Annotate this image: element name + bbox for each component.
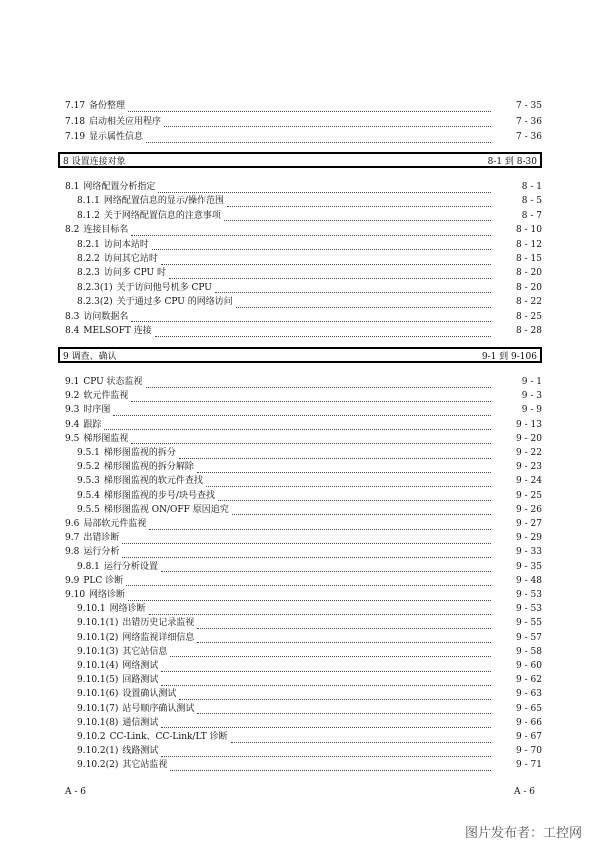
toc-entry-page: 9 - 35 (516, 561, 542, 572)
dot-leader (149, 519, 491, 530)
toc-entry-number: 9.5.4 (77, 490, 100, 501)
toc-entry-page: 9 - 25 (516, 490, 542, 501)
toc-entry (65, 114, 542, 130)
toc-entry-number: 9.2 (65, 391, 80, 402)
toc-entry-page: 7 - 36 (516, 132, 542, 142)
toc-entry-number: 9.10.1 (77, 604, 106, 615)
dot-leader (197, 462, 491, 473)
dot-leader (126, 575, 491, 586)
toc-entry-title: 访问多 CPU 时 (103, 268, 166, 279)
dot-leader (104, 419, 491, 430)
toc-entry-page: 8 - 22 (516, 297, 542, 308)
section-title: 9 调查、确认 (63, 351, 117, 362)
toc-entry-number: 9.10.2(1) (77, 746, 119, 757)
watermark: 图片发布者：工控网 (464, 826, 582, 841)
section-page-range: 9-1 到 9-106 (481, 351, 537, 362)
toc-entry-title: CPU 状态监视 (83, 377, 143, 387)
toc-entry-title: PLC 诊断 (83, 575, 124, 586)
toc-entry-title: 出错诊断 (83, 533, 120, 544)
section-header-9 (58, 347, 542, 363)
toc-entry-number: 8.4 (65, 326, 80, 336)
toc-entry-number: 9.10.1(6) (77, 689, 119, 700)
toc-entry-number: 9.10.1(3) (77, 646, 119, 657)
toc-entry-page: 9 - 48 (516, 575, 542, 586)
toc-entry-title: 网络监视详细信息 (122, 632, 195, 643)
dot-leader (146, 132, 491, 143)
toc-entry-page: 9 - 62 (516, 675, 542, 686)
toc-entry-number: 9.10.1(2) (77, 632, 119, 643)
toc-entry-page: 9 - 63 (516, 689, 542, 700)
toc-entry-page: 8 - 28 (516, 326, 542, 336)
dot-leader (131, 225, 491, 236)
toc-entry-page: 9 - 29 (516, 533, 542, 544)
toc-entry-title: 运行分析 (83, 547, 120, 558)
toc-entry-number: 8.1.1 (77, 196, 100, 207)
toc-entry-page: 9 - 23 (516, 462, 542, 473)
toc-entry-page: 9 - 67 (516, 732, 542, 742)
toc-entry-number: 7.19 (65, 132, 86, 142)
toc-entry-page: 8 - 20 (516, 268, 542, 279)
toc-entry-page: 9 - 24 (516, 476, 542, 487)
toc-entry-number: 9.5.5 (77, 504, 100, 515)
dot-leader (161, 561, 491, 572)
toc-entry-page: 9 - 70 (516, 746, 542, 757)
dot-leader (231, 732, 491, 743)
toc-entry-title: 线路测试 (122, 746, 159, 757)
section-header-8 (58, 152, 542, 168)
toc-entry-page: 7 - 35 (516, 101, 542, 111)
dot-leader (206, 476, 491, 487)
toc-entry-page: 9 - 33 (516, 547, 542, 558)
toc-entry-number: 9.7 (65, 533, 80, 544)
dot-leader (197, 703, 491, 714)
dot-leader (224, 210, 491, 221)
toc-entry-page: 9 - 53 (516, 590, 542, 600)
toc-entry-title: 关于网络配置信息的注意事项 (103, 210, 221, 221)
toc-entry (65, 129, 542, 145)
toc-entry-title: 梯形图监视的软元件查找 (103, 476, 203, 487)
toc-entry-title: 启动相关应用程序 (89, 116, 162, 127)
toc-entry-number: 9.1 (65, 377, 80, 387)
toc-entry-number: 9.10.1(7) (77, 703, 119, 714)
dot-leader (158, 182, 491, 193)
dot-leader (218, 490, 491, 501)
toc-entry-title: 梯形图监视的步号/块号查找 (103, 490, 215, 501)
toc-entry-title: 站号顺序确认测试 (122, 703, 195, 714)
dot-leader (161, 254, 491, 265)
toc-entry-title: 关于通过多 CPU 的网络访问 (116, 297, 233, 308)
toc-entry-title: 网络诊断 (109, 604, 146, 615)
toc-entry-title: 备份整理 (89, 101, 126, 111)
toc-entry-number: 9.10.2 (77, 732, 106, 742)
toc-entry-number: 9.5.3 (77, 476, 100, 487)
toc-entry-page: 8 - 25 (516, 311, 542, 322)
dot-leader (128, 101, 491, 112)
toc-entry-number: 9.10.1(4) (77, 661, 119, 671)
toc-entry-title: 其它站信息 (122, 646, 168, 657)
toc-entry-title: 网络配置分析指定 (83, 182, 156, 192)
toc-entry-title: CC-Link、CC-Link/LT 诊断 (109, 732, 228, 742)
toc-entry-page: 9 - 53 (516, 604, 542, 615)
toc-entry-page: 8 - 15 (516, 254, 542, 264)
toc-entry-page: 9 - 26 (516, 504, 542, 515)
footer-page-left: A - 6 (65, 787, 86, 797)
toc-entry-number: 7.18 (65, 116, 86, 127)
toc-entry-page: 8 - 5 (521, 196, 542, 207)
toc-entry-number: 8.2.3(2) (77, 297, 113, 308)
dot-leader (179, 448, 491, 459)
toc-entry-page: 9 - 66 (516, 717, 542, 728)
toc-entry-number: 9.5.1 (77, 448, 100, 458)
toc-entry-number: 9.3 (65, 405, 80, 416)
toc-entry-title: 梯形图监视 (83, 433, 129, 444)
toc-entry-title: 访问数据名 (83, 311, 129, 322)
dot-leader (131, 433, 491, 444)
toc-entry-number: 9.5 (65, 433, 80, 444)
toc-entry-page: 8 - 7 (521, 210, 542, 221)
toc-entry-page: 7 - 36 (516, 116, 542, 127)
toc-entry-page: 8 - 10 (516, 225, 542, 236)
toc-entry-title: 访问本站时 (103, 239, 149, 250)
dot-leader (179, 689, 491, 700)
toc-entry (65, 98, 542, 114)
toc-entry-number: 8.2.2 (77, 254, 100, 264)
dot-leader (197, 618, 491, 629)
toc-entry-page: 9 - 55 (516, 618, 542, 629)
toc-entry-title: 梯形图监视 ON/OFF 原因追究 (103, 504, 229, 515)
dot-leader (161, 675, 491, 686)
toc-entry-title: 关于访问他号机多 CPU (116, 282, 212, 293)
toc-entry-title: 网络诊断 (89, 590, 126, 600)
toc-entry-number: 9.8 (65, 547, 80, 558)
toc-entry-title: 网络测试 (122, 661, 159, 671)
toc-entry-title: 运行分析设置 (103, 561, 158, 572)
toc-entry-title: 出错历史记录监视 (122, 618, 195, 629)
toc-entry (65, 757, 542, 773)
toc-entry-number: 9.10.2(2) (77, 760, 119, 771)
toc-entry-number: 9.8.1 (77, 561, 100, 572)
toc-entry-number: 8.1 (65, 182, 80, 192)
dot-leader (131, 311, 491, 322)
toc-entry-page: 9 - 22 (516, 448, 542, 458)
dot-leader (128, 590, 491, 601)
toc-entry-number: 8.2.3 (77, 268, 100, 279)
toc-entry-page: 8 - 20 (516, 282, 542, 293)
toc-entry-title: 局部软元件监视 (83, 519, 147, 529)
toc-entry-title: MELSOFT 连接 (83, 326, 152, 336)
dot-leader (161, 746, 491, 757)
toc-entry-page: 8 - 1 (521, 182, 542, 192)
dot-leader (227, 196, 491, 207)
toc-entry-number: 9.10.1(5) (77, 675, 119, 686)
toc-entry-page: 9 - 60 (516, 661, 542, 671)
toc-entry-title: 访问其它站时 (103, 254, 158, 264)
toc-entry-title: 通信测试 (122, 717, 159, 728)
toc-entry-number: 9.9 (65, 575, 80, 586)
dot-leader (161, 717, 491, 728)
toc-entry-page: 9 - 27 (516, 519, 542, 529)
toc-entry-number: 8.1.2 (77, 210, 100, 221)
toc-entry-number: 8.2.3(1) (77, 282, 113, 293)
toc-entry-title: 软元件监视 (83, 391, 129, 402)
section-title: 8 设置连接对象 (63, 156, 126, 167)
dot-leader (215, 282, 491, 293)
toc-entry-title: 回路测试 (122, 675, 159, 686)
toc-entry (65, 323, 542, 339)
toc-entry-title: 时序图 (83, 405, 111, 416)
toc-entry-number: 9.6 (65, 519, 80, 529)
toc-entry-page: 9 - 58 (516, 646, 542, 657)
dot-leader (169, 268, 491, 279)
dot-leader (122, 547, 491, 558)
dot-leader (113, 405, 491, 416)
toc-entry-number: 9.5.2 (77, 462, 100, 473)
dot-leader (170, 646, 491, 657)
toc-entry-number: 9.10 (65, 590, 86, 600)
toc-entry-page: 9 - 20 (516, 433, 542, 444)
toc-entry-number: 8.2.1 (77, 239, 100, 250)
dot-leader (152, 239, 491, 250)
toc-entry-page: 9 - 13 (516, 419, 542, 430)
toc-entry-page: 9 - 71 (516, 760, 542, 771)
toc-entry-page: 9 - 57 (516, 632, 542, 643)
toc-entry-number: 8.3 (65, 311, 80, 322)
toc-entry-number: 9.4 (65, 419, 80, 430)
footer-page-right: A - 6 (514, 787, 535, 797)
dot-leader (122, 533, 491, 544)
toc-entry-page: 8 - 12 (516, 239, 542, 250)
toc-entry-title: 设置确认测试 (122, 689, 177, 700)
toc-entry-number: 7.17 (65, 101, 86, 111)
dot-leader (131, 391, 491, 402)
dot-leader (170, 760, 491, 771)
toc-entry-number: 9.10.1(1) (77, 618, 119, 629)
dot-leader (146, 377, 491, 388)
toc-entry-title: 显示属性信息 (89, 132, 144, 142)
dot-leader (236, 297, 491, 308)
dot-leader (197, 632, 491, 643)
toc-entry-number: 9.10.1(8) (77, 717, 119, 728)
toc-entry-title: 梯形图监视的拆分 (103, 448, 176, 458)
toc-entry-number: 8.2 (65, 225, 80, 236)
dot-leader (164, 116, 491, 127)
toc-entry-page: 9 - 3 (521, 391, 542, 402)
dot-leader (232, 504, 491, 515)
toc-entry-title: 其它站监视 (122, 760, 168, 771)
section-page-range: 8-1 到 8-30 (487, 156, 537, 167)
toc-entry-page: 9 - 1 (521, 377, 542, 387)
dot-leader (155, 326, 491, 337)
toc-entry-title: 梯形图监视的拆分解除 (103, 462, 194, 473)
toc-entry-page: 9 - 9 (521, 405, 542, 416)
toc-entry-title: 网络配置信息的显示/操作范围 (103, 196, 224, 207)
dot-leader (149, 604, 491, 615)
dot-leader (161, 661, 491, 672)
toc-entry-title: 跟踪 (83, 419, 102, 430)
toc-entry-title: 连接目标名 (83, 225, 129, 236)
toc-entry-page: 9 - 65 (516, 703, 542, 714)
